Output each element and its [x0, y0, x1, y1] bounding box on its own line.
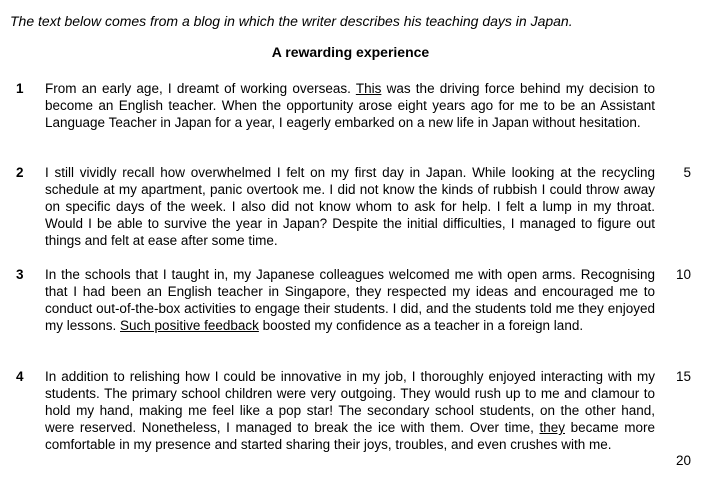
paragraph-number: 3	[16, 267, 24, 282]
intro-text: The text below comes from a blog in which the writer describes his teaching days in Japan.	[10, 13, 573, 29]
paragraph-text: From an early age, I dreamt of working overseas. This was the driving force behind my decision to become an English teacher. When the opportunity arose eight years ago for me to be an Assistant Language Teacher in Japan for a year, I eagerly embarked on a new life in Japan without hesitation.	[45, 81, 655, 130]
passage-title: A rewarding experience	[271, 44, 430, 60]
line-number-5: 5	[683, 165, 691, 180]
paragraph-number: 1	[16, 81, 24, 96]
paragraph-number: 2	[16, 165, 24, 180]
underlined-phrase-such-positive-feedback: Such positive feedback	[120, 318, 259, 333]
line-number-15: 15	[675, 369, 691, 384]
paragraph-text: In the schools that I taught in, my Japanese colleagues welcomed me with open arms. Recognising that I had been an English teacher in Singapore, they respected my ideas and encouraged me to conduct out-of-the-box activities to engage their students. I did, and the students told me they enjoyed my lessons. Such positive feedback boosted my confidence as a teacher in a foreign land.	[45, 267, 655, 333]
line-number-10: 10	[675, 267, 691, 282]
underlined-word-this: This	[355, 81, 382, 96]
paragraph-text: I still vividly recall how overwhelmed I felt on my first day in Japan. While looking at the recycling schedule at my apartment, panic overtook me. I did not know the kinds of rubbish I could throw away on specific days of the week. I also did not know whom to ask for help. I felt a lump in my throat. Would I be able to survive the year in Japan? Despite the initial difficulties, I managed to figure out things and felt at ease after some time.	[45, 165, 655, 248]
paragraph-text: In addition to relishing how I could be innovative in my job, I thoroughly enjoyed interacting with my students. The primary school children were very outgoing. They would rush up to me and clamour to hold my hand, making me feel like a pop star! The secondary school students, on the other hand, were reserved. Nonetheless, I managed to break the ice with them. Over time, they became more comfortable in my presence and started sharing their joys, troubles, and even crushes with me.	[45, 369, 655, 452]
underlined-word-they: they	[539, 420, 565, 435]
line-number-20: 20	[675, 453, 691, 468]
paragraph-number: 4	[16, 369, 24, 384]
